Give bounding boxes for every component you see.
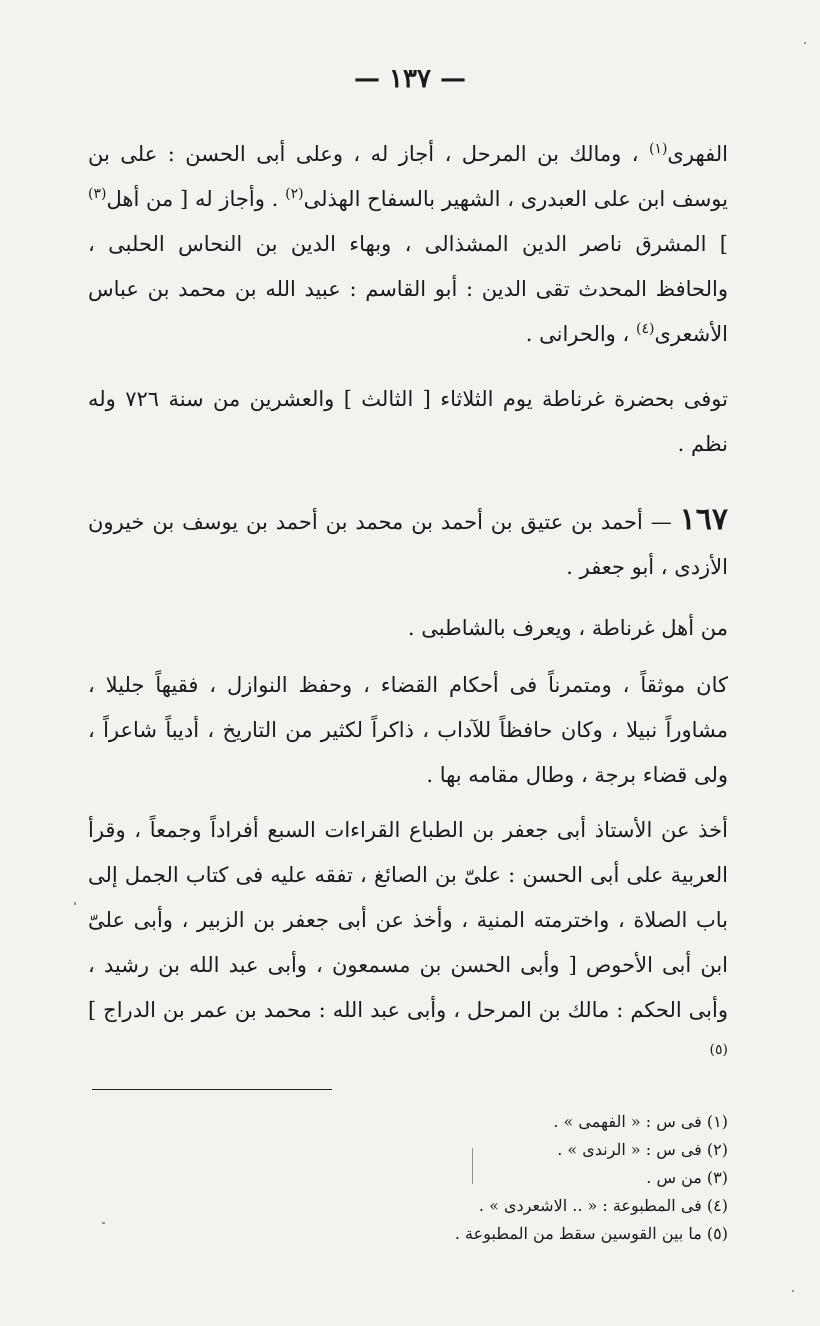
paragraph-biography: كان موثقاً ، ومتمرناً فى أحكام القضاء ، وحفظ النوازل ، فقيهاً جليلا ، مشاوراً نبيلا ، وكان حافظاً للآداب ، ذاكراً لكثير من التاريخ ، أديباً شاعراً ، ولى قضاء برجة ، وطال مقامه بها . — [88, 673, 728, 787]
footnote-ref-4[interactable]: (٤) — [635, 321, 655, 337]
paragraph-teachers — [88, 132, 728, 357]
footnote-2: (٢) فى س : « الرندى » . — [557, 1140, 728, 1159]
footnotes — [328, 1108, 728, 1248]
paragraph-text: . وأجاز له [ من أهل — [106, 187, 279, 211]
paragraph-text: ] المشرق ناصر الدين المشذالى ، وبهاء الدين بن النحاس الحلبى ، والحافظ المحدث تقى الدين : أبو القاسم : عبيد الله بن محمد بن عباس الأشعرى — [88, 232, 728, 346]
footnote-divider — [92, 1089, 332, 1090]
scan-speck — [472, 1148, 473, 1184]
page-number: — ١٣٧ — — [353, 64, 467, 94]
footnote-ref-1[interactable]: (١) — [648, 141, 668, 157]
paragraph-death: توفى بحضرة غرناطة يوم الثلاثاء [ الثالث ] والعشرين من سنة ٧٢٦ وله نظم . — [88, 387, 728, 456]
paragraph-text: ، ومالك بن المرحل ، أجاز له ، وعلى أبى الحسن : على بن يوسف ابن على العبدرى ، الشهير بالسفاح الهذلى — [88, 142, 728, 211]
entry-heading — [88, 497, 728, 590]
footnote-1: (١) فى س : « الفهمى » . — [553, 1112, 728, 1131]
entry-number: ١٦٧ — [679, 502, 728, 537]
paragraph-origin: من أهل غرناطة ، ويعرف بالشاطبى . — [407, 616, 728, 640]
entry-name: — أحمد بن عتيق بن أحمد بن محمد بن أحمد بن يوسف بن خيرون الأزدى ، أبو جعفر . — [88, 510, 728, 579]
footnote-3: (٣) من س . — [646, 1168, 728, 1187]
scan-speck — [102, 1222, 105, 1224]
paragraph-text: الفهرى — [667, 142, 728, 166]
scan-speck — [804, 42, 806, 44]
paragraph-text: ، والحرانى . — [525, 322, 630, 346]
paragraph-text: أخذ عن الأستاذ أبى جعفر بن الطباع القراءات السبع أفراداً وجمعاً ، وقرأ العربية على أبى الحسن : علىّ بن الصائغ ، تفقه عليه فى كتاب الجمل إلى باب الصلاة ، واخترمته المنية ، وأخذ عن أبى جعفر بن الزبير ، وأبى علىّ ابن أبى الأحوص [ وأبى الحسن بن مسمعون ، وأبى عبد الله بن رشيد ، وأبى الحكم : مالك بن المرحل ، وأبى عبد الله : محمد بن عمر بن الدراج ] — [88, 818, 728, 1022]
footnote-ref-5[interactable]: (٥) — [709, 1042, 728, 1058]
footnote-4: (٤) فى المطبوعة : « .. الاشعردى » . — [478, 1196, 728, 1215]
scan-speck — [792, 1290, 794, 1292]
page-body — [88, 132, 728, 1078]
scan-speck — [74, 902, 76, 905]
paragraph-studies — [88, 808, 728, 1078]
footnote-ref-2[interactable]: (٢) — [285, 186, 304, 202]
footnote-5: (٥) ما بين القوسين سقط من المطبوعة . — [454, 1224, 728, 1243]
footnote-ref-3[interactable]: (٣) — [88, 186, 107, 202]
